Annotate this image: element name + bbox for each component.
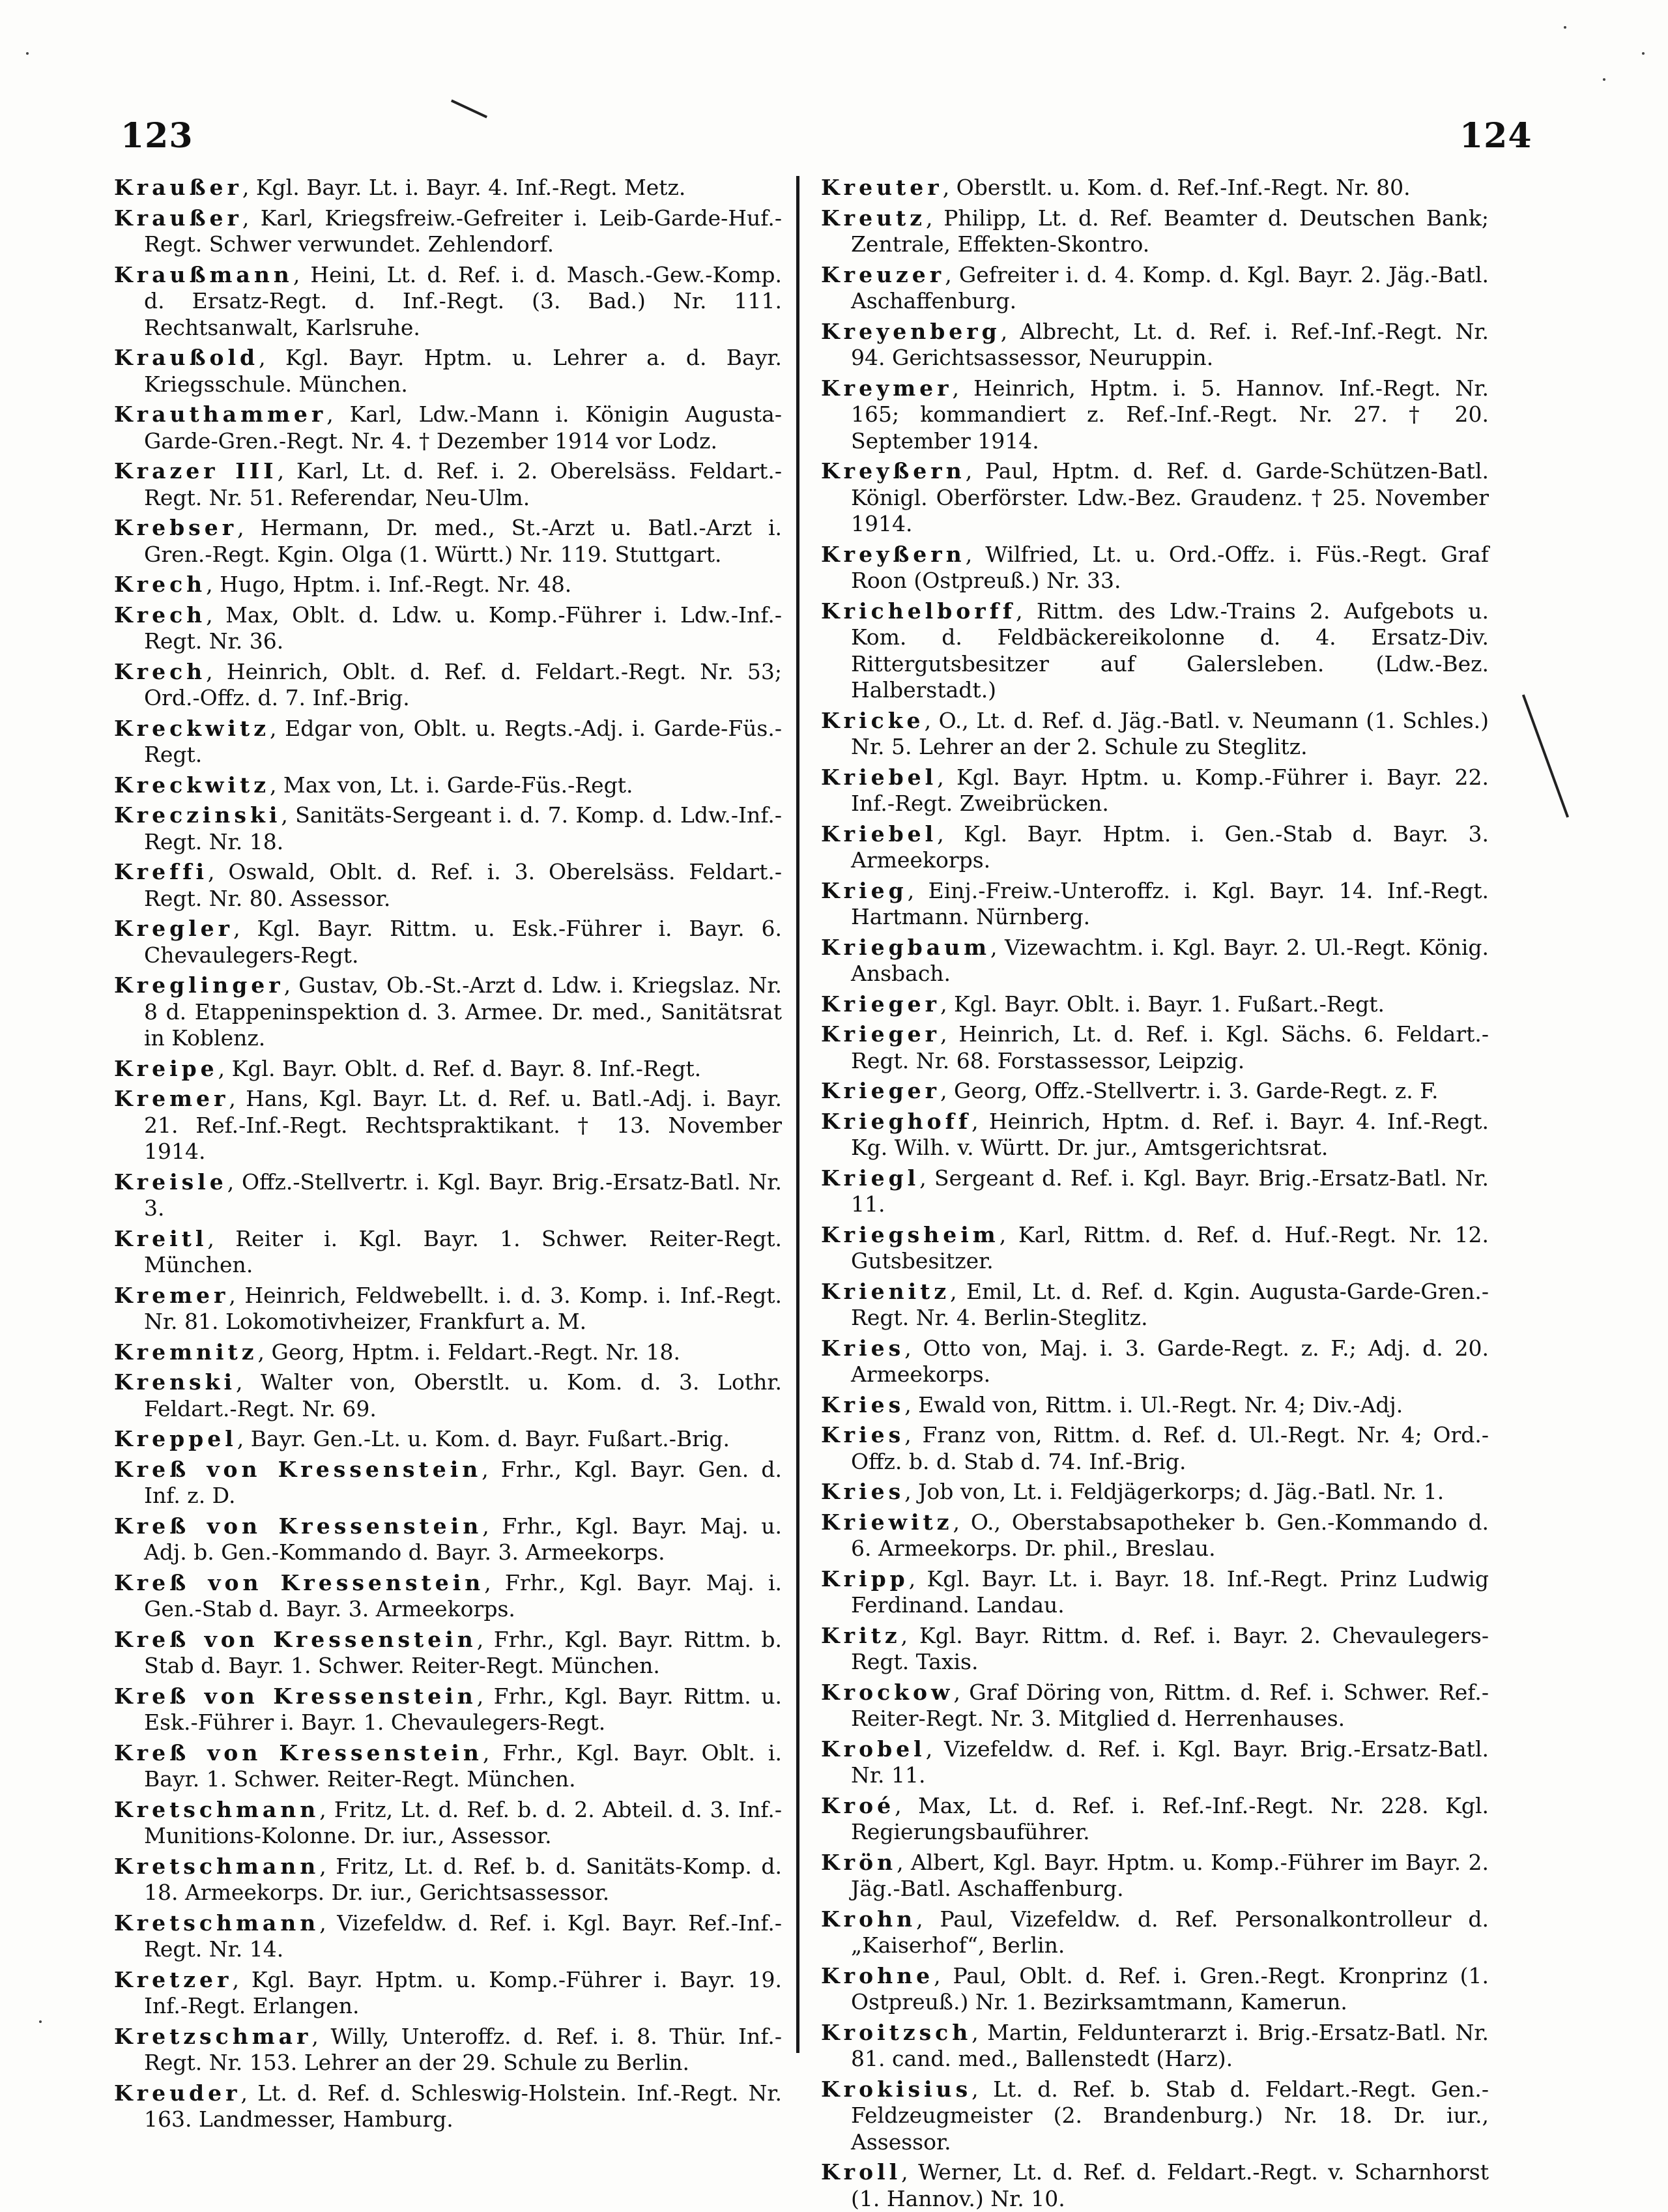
entry-surname: Krech [114, 572, 207, 597]
entry-details: , Albert, Kgl. Bayr. Hptm. u. Komp.-Führer im Bayr. 2. Jäg.-Batl. Aschaffenburg. [851, 1849, 1489, 1901]
right-column-entry [821, 1793, 1489, 1846]
right-column-entry [821, 2076, 1489, 2156]
entry-surname: Kreutz [821, 205, 927, 231]
right-column-entry [821, 1422, 1489, 1475]
entry-details: , Karl, Kriegsfreiw.-Gefreiter i. Leib-Garde-Huf.-Regt. Schwer verwundet. Zehlendorf. [144, 205, 782, 257]
entry-details: , Kgl. Bayr. Lt. i. Bayr. 18. Inf.-Regt. Prinz Ludwig Ferdinand. Landau. [851, 1565, 1489, 1618]
right-column-entry [821, 1963, 1489, 2016]
left-column-entry [114, 602, 782, 655]
left-column-entry [114, 916, 782, 968]
entry-surname: Kreß von Kressenstein [114, 1739, 483, 1766]
entry-surname: Kretschmann [114, 1910, 320, 1936]
entry-details: , Oberstlt. u. Kom. d. Ref.-Inf.-Regt. Nr. 80. [942, 175, 1411, 200]
scan-speck [1642, 52, 1645, 55]
entry-surname: Kregler [114, 916, 234, 941]
entry-surname: Kreitl [114, 1225, 208, 1251]
entry-surname: Kretschmann [114, 1853, 320, 1879]
entry-surname: Kreczinski [114, 802, 281, 828]
entry-surname: Krieger [821, 1021, 941, 1047]
entry-surname: Krokisius [821, 2076, 972, 2102]
entry-surname: Kraußer [114, 175, 242, 200]
entry-surname: Kriegbaum [821, 934, 991, 960]
entry-details: , Bayr. Gen.-Lt. u. Kom. d. Bayr. Fußart.-Brig. [237, 1426, 730, 1451]
entry-details: , Kgl. Bayr. Hptm. u. Lehrer a. d. Bayr. Kriegsschule. München. [144, 345, 782, 397]
entry-details: , Kgl. Bayr. Hptm. i. Gen.-Stab d. Bayr. 3. Armeekorps. [851, 821, 1489, 873]
entry-details: , Wilfried, Lt. u. Ord.-Offz. i. Füs.-Regt. Graf Roon (Ostpreuß.) Nr. 33. [851, 541, 1489, 593]
entry-details: , Heinrich, Lt. d. Ref. i. Kgl. Sächs. 6. Feldart.-Regt. Nr. 68. Forstassessor, Leipzig. [851, 1021, 1489, 1073]
entry-surname: Kremer [114, 1282, 229, 1308]
entry-details: , Heinrich, Feldwebellt. i. d. 3. Komp. i. Inf.-Regt. Nr. 81. Lokomotivheizer, Frankfurt a. M. [144, 1282, 782, 1334]
entry-surname: Kreyßern [821, 458, 966, 484]
entry-surname: Kreymer [821, 375, 953, 401]
entry-surname: Kricke [821, 707, 925, 733]
right-column-entry [821, 2159, 1489, 2212]
entry-details: , Frhr., Kgl. Bayr. Rittm. b. Stab d. Bayr. 1. Schwer. Reiter-Regt. München. [144, 1626, 782, 1678]
entry-details: , Emil, Lt. d. Ref. d. Kgin. Augusta-Garde-Gren.-Regt. Nr. 4. Berlin-Steglitz. [851, 1278, 1489, 1330]
entry-surname: Krieg [821, 877, 908, 903]
entry-surname: Kretzschmar [114, 2023, 312, 2049]
entry-details: , Graf Döring von, Rittm. d. Ref. i. Schwer. Ref.-Reiter-Regt. Nr. 3. Mitglied d. Herrenhauses. [851, 1679, 1489, 1731]
scan-speck [1564, 26, 1566, 29]
entry-details: , Gustav, Ob.-St.-Arzt d. Ldw. i. Kriegslaz. Nr. 8 d. Etappeninspektion d. 3. Armee. Dr. med., Sanitätsrat in Koblenz. [144, 972, 782, 1051]
right-column-entry [821, 708, 1489, 761]
right-column-entry [821, 1736, 1489, 1789]
entry-surname: Kreipe [114, 1055, 218, 1081]
entry-details: , Kgl. Bayr. Oblt. d. Ref. d. Bayr. 8. Inf.-Regt. [218, 1055, 702, 1081]
right-column-entry [821, 1222, 1489, 1275]
entry-surname: Krieghoff [821, 1108, 972, 1134]
left-column-entry [114, 205, 782, 258]
right-column-entry [821, 878, 1489, 931]
right-column-entry [821, 1680, 1489, 1732]
entry-surname: Krieger [821, 991, 941, 1017]
entry-details: , Gefreiter i. d. 4. Komp. d. Kgl. Bayr. 2. Jäg.-Batl. Aschaffenburg. [851, 261, 1489, 313]
entry-surname: Kriewitz [821, 1509, 953, 1535]
left-column-entry [114, 1967, 782, 2020]
left-column-entry [114, 1740, 782, 1793]
right-column-entry [821, 764, 1489, 817]
entry-details: , Vizewachtm. i. Kgl. Bayr. 2. Ul.-Regt. König. Ansbach. [851, 934, 1489, 986]
entry-surname: Kremnitz [114, 1339, 258, 1365]
column-divider [796, 176, 799, 2053]
entry-surname: Kriegsheim [821, 1221, 999, 1247]
right-column-entry [821, 935, 1489, 987]
left-page-number: 123 [121, 116, 194, 156]
entry-details: , Vizefeldw. d. Ref. i. Kgl. Bayr. Ref.-Inf.-Regt. Nr. 14. [144, 1910, 782, 1962]
entry-surname: Krebser [114, 515, 238, 540]
entry-surname: Krichelborff [821, 598, 1016, 624]
entry-details: , Paul, Hptm. d. Ref. d. Garde-Schützen-Batl. Königl. Oberförster. Ldw.-Bez. Graudenz. † 25. November 1914. [851, 458, 1489, 536]
entry-surname: Krobel [821, 1736, 926, 1762]
right-column-entry [821, 991, 1489, 1018]
entry-details: , Lt. d. Ref. d. Schleswig-Holstein. Inf.-Regt. Nr. 163. Landmesser, Hamburg. [144, 2080, 782, 2132]
entry-surname: Kritz [821, 1622, 901, 1648]
entry-details: , Max von, Lt. i. Garde-Füs.-Regt. [269, 772, 633, 798]
entry-surname: Kretzer [114, 1966, 233, 1992]
entry-surname: Krön [821, 1849, 897, 1875]
entry-details: , Kgl. Bayr. Hptm. u. Komp.-Führer i. Bayr. 22. Inf.-Regt. Zweibrücken. [851, 764, 1489, 816]
right-column-entry [821, 1479, 1489, 1506]
left-column-entry [114, 1169, 782, 1222]
entry-details: , Franz von, Rittm. d. Ref. d. Ul.-Regt. Nr. 4; Ord.-Offz. b. d. Stab d. 74. Inf.-Brig. [851, 1422, 1489, 1474]
entry-surname: Krohn [821, 1906, 917, 1932]
entry-surname: Krieger [821, 1078, 941, 1103]
entry-surname: Krohne [821, 1962, 934, 1988]
entry-details: , Hans, Kgl. Bayr. Lt. d. Ref. u. Batl.-Adj. i. Bayr. 21. Ref.-Inf.-Regt. Rechtspraktikant. † 13. November 1914. [144, 1086, 782, 1164]
entry-surname: Kremer [114, 1086, 229, 1111]
left-column-entry [114, 345, 782, 398]
entry-surname: Kroitzsch [821, 2019, 972, 2045]
entry-surname: Kries [821, 1335, 905, 1361]
left-column-entry [114, 2024, 782, 2076]
entry-details: , O., Oberstabsapotheker b. Gen.-Kommando d. 6. Armeekorps. Dr. phil., Breslau. [851, 1509, 1489, 1561]
entry-surname: Kreuter [821, 175, 943, 200]
entry-details: , Karl, Ldw.-Mann i. Königin Augusta-Garde-Gren.-Regt. Nr. 4. † Dezember 1914 vor Lodz. [144, 401, 782, 454]
entry-surname: Kries [821, 1479, 905, 1504]
right-column-entry [821, 821, 1489, 874]
right-column-entry [821, 1335, 1489, 1388]
entry-details: , Kgl. Bayr. Rittm. d. Ref. i. Bayr. 2. Chevaulegers-Regt. Taxis. [851, 1622, 1489, 1674]
right-column-entry [821, 1623, 1489, 1676]
right-page-number: 124 [1460, 116, 1532, 156]
entry-details: , Offz.-Stellvertr. i. Kgl. Bayr. Brig.-Ersatz-Batl. Nr. 3. [144, 1169, 782, 1221]
left-column-entry [114, 659, 782, 712]
entry-surname: Kreisle [114, 1169, 227, 1195]
entry-details: , Fritz, Lt. d. Ref. b. d. 2. Abteil. d. 3. Inf.-Munitions-Kolonne. Dr. iur., Assessor. [144, 1796, 782, 1848]
left-column-entry [114, 1797, 782, 1850]
left-column-entry [114, 1283, 782, 1335]
left-column-entry [114, 716, 782, 768]
entry-details: , Frhr., Kgl. Bayr. Rittm. u. Esk.-Führer i. Bayr. 1. Chevaulegers-Regt. [144, 1683, 782, 1735]
right-column-entry [821, 205, 1489, 258]
entry-details: , Philipp, Lt. d. Ref. Beamter d. Deutschen Bank; Zentrale, Effekten-Skontro. [851, 205, 1489, 257]
entry-surname: Krech [114, 602, 207, 628]
entry-surname: Kriebel [821, 764, 938, 790]
entry-surname: Kries [821, 1391, 905, 1418]
entry-details: , Karl, Lt. d. Ref. i. 2. Oberelsäss. Feldart.-Regt. Nr. 51. Referendar, Neu-Ulm. [144, 458, 783, 510]
entry-surname: Kraußold [114, 345, 259, 370]
right-column-entry [821, 1509, 1489, 1562]
right-column-entry [821, 2020, 1489, 2073]
scan-speck [26, 52, 29, 55]
entry-details: , Werner, Lt. d. Ref. d. Feldart.-Regt. v. Scharnhorst (1. Hannov.) Nr. 10. [851, 2159, 1489, 2211]
right-column-entry [821, 262, 1489, 315]
entry-surname: Krazer III [114, 458, 278, 484]
scan-speck [39, 2020, 42, 2023]
left-column-entry [114, 175, 782, 201]
entry-details: , Heini, Lt. d. Ref. i. d. Masch.-Gew.-Komp. d. Ersatz-Regt. d. Inf.-Regt. (3. Bad.) Nr. 111. Rechtsanwalt, Karlsruhe. [144, 261, 782, 340]
entry-details: , Heinrich, Oblt. d. Ref. d. Feldart.-Regt. Nr. 53; Ord.-Offz. d. 7. Inf.-Brig. [144, 658, 782, 710]
right-column-entry [821, 1566, 1489, 1619]
entry-details: , Vizefeldw. d. Ref. i. Kgl. Bayr. Brig.-Ersatz-Batl. Nr. 11. [851, 1736, 1489, 1788]
right-column-entry [821, 175, 1489, 201]
entry-details: , Lt. d. Ref. b. Stab d. Feldart.-Regt. Gen.-Feldzeugmeister (2. Brandenburg.) Nr. 18. Dr. iur., Assessor. [851, 2076, 1489, 2155]
entry-details: , Ewald von, Rittm. i. Ul.-Regt. Nr. 4; Div.-Adj. [904, 1391, 1403, 1418]
entry-surname: Kreyenberg [821, 318, 1001, 344]
entry-details: , Frhr., Kgl. Bayr. Gen. d. Inf. z. D. [144, 1456, 782, 1508]
entry-details: , Max, Oblt. d. Ldw. u. Komp.-Führer i. Ldw.-Inf.-Regt. Nr. 36. [144, 602, 782, 654]
entry-details: , Heinrich, Hptm. i. 5. Hannov. Inf.-Regt. Nr. 165; kommandiert z. Ref.-Inf.-Regt. Nr. 27. † 20. September 1914. [851, 375, 1489, 454]
entry-surname: Kreuder [114, 2080, 241, 2106]
right-column-entry [821, 1109, 1489, 1161]
right-column-entry [821, 319, 1489, 371]
left-column-entry [114, 859, 782, 912]
entry-details: , Georg, Offz.-Stellvertr. i. 3. Garde-Regt. z. F. [940, 1078, 1439, 1103]
entry-surname: Kreppel [114, 1426, 237, 1451]
pencil-mark [1522, 694, 1569, 817]
entry-details: , Job von, Lt. i. Feldjägerkorps; d. Jäg.-Batl. Nr. 1. [904, 1479, 1445, 1504]
left-column-entry [114, 572, 782, 598]
right-column-entry [821, 598, 1489, 704]
entry-surname: Kreckwitz [114, 772, 270, 798]
left-column-entry [114, 1457, 782, 1509]
left-column-entry [114, 458, 782, 511]
left-column-entry [114, 1056, 782, 1083]
left-column-entry [114, 1910, 782, 1963]
right-column-entry [821, 1850, 1489, 1902]
left-column-entry [114, 401, 782, 454]
entry-surname: Kreß von Kressenstein [114, 1513, 483, 1539]
left-column-entry [114, 802, 782, 855]
entry-surname: Kreß von Kressenstein [114, 1569, 485, 1595]
entry-details: , Hugo, Hptm. i. Inf.-Regt. Nr. 48. [206, 572, 572, 597]
right-column-entry [821, 375, 1489, 455]
pencil-mark [451, 100, 487, 119]
entry-details: , Kgl. Bayr. Lt. i. Bayr. 4. Inf.-Regt. Metz. [242, 175, 686, 200]
entry-details: , Einj.-Freiw.-Unteroffz. i. Kgl. Bayr. 14. Inf.-Regt. Hartmann. Nürnberg. [851, 877, 1489, 929]
right-column-entry [821, 1279, 1489, 1332]
entry-details: , Kgl. Bayr. Hptm. u. Komp.-Führer i. Bayr. 19. Inf.-Regt. Erlangen. [144, 1966, 782, 2018]
entry-details: , Rittm. des Ldw.-Trains 2. Aufgebots u. Kom. d. Feldbäckereikolonne d. 4. Ersatz-Div. Rittergutsbesitzer auf Galersleben. (Ldw.-Bez. Halberstadt.) [851, 598, 1489, 703]
left-column-entry [114, 1339, 782, 1366]
entry-details: , Otto von, Maj. i. 3. Garde-Regt. z. F.; Adj. d. 20. Armeekorps. [851, 1335, 1489, 1387]
right-column-entry [821, 1165, 1489, 1218]
entry-surname: Kraußer [114, 205, 242, 231]
entry-surname: Kreß von Kressenstein [114, 1626, 477, 1652]
entry-details: , Karl, Rittm. d. Ref. d. Huf.-Regt. Nr. 12. Gutsbesitzer. [851, 1221, 1489, 1273]
right-column-entry [821, 1906, 1489, 1959]
entry-surname: Kreß von Kressenstein [114, 1456, 482, 1482]
entry-details: , Paul, Vizefeldw. d. Ref. Personalkontrolleur d. „Kaiserhof“, Berlin. [851, 1906, 1489, 1958]
entry-details: , Georg, Hptm. i. Feldart.-Regt. Nr. 18. [257, 1339, 680, 1365]
left-column-entry [114, 1369, 782, 1422]
entry-surname: Krienitz [821, 1278, 951, 1304]
entry-surname: Kreffi [114, 859, 208, 884]
entry-details: , Paul, Oblt. d. Ref. i. Gren.-Regt. Kronprinz (1. Ostpreuß.) Nr. 1. Bezirksamtmann, Kamerun. [851, 1962, 1489, 2015]
entry-surname: Kreyßern [821, 541, 966, 567]
left-column-entry [114, 515, 782, 568]
entry-surname: Kries [821, 1422, 905, 1448]
left-column-entry [114, 262, 782, 342]
entry-details: , Kgl. Bayr. Oblt. i. Bayr. 1. Fußart.-Regt. [940, 991, 1385, 1017]
entry-details: , Frhr., Kgl. Bayr. Oblt. i. Bayr. 1. Schwer. Reiter-Regt. München. [144, 1739, 782, 1792]
entry-surname: Kreglinger [114, 972, 284, 998]
right-column-entry [821, 1078, 1489, 1105]
entry-details: , Sergeant d. Ref. i. Kgl. Bayr. Brig.-Ersatz-Batl. Nr. 11. [851, 1165, 1489, 1217]
entry-surname: Kriebel [821, 821, 938, 847]
left-column-entry [114, 1226, 782, 1279]
entry-details: , Heinrich, Hptm. d. Ref. i. Bayr. 4. Inf.-Regt. Kg. Wilh. v. Württ. Dr. jur., Amtsgerichtsrat. [851, 1108, 1489, 1160]
right-column-entry [821, 1021, 1489, 1074]
left-column-entry [114, 1570, 782, 1623]
entry-surname: Kraußmann [114, 261, 293, 287]
entry-surname: Krauthammer [114, 401, 327, 427]
entry-details: , O., Lt. d. Ref. d. Jäg.-Batl. v. Neumann (1. Schles.) Nr. 5. Lehrer an der 2. Schule zu Steglitz. [851, 707, 1489, 759]
left-column-entry [114, 1627, 782, 1680]
entry-surname: Kreckwitz [114, 715, 270, 741]
entry-details: , Max, Lt. d. Ref. i. Ref.-Inf.-Regt. Nr. 228. Kgl. Regierungsbauführer. [851, 1792, 1489, 1844]
scan-speck [1603, 78, 1605, 81]
left-column-entry [114, 1854, 782, 1906]
entry-details: , Walter von, Oberstlt. u. Kom. d. 3. Lothr. Feldart.-Regt. Nr. 69. [144, 1369, 782, 1421]
entry-details: , Willy, Unteroffz. d. Ref. i. 8. Thür. Inf.-Regt. Nr. 153. Lehrer an der 29. Schule zu Berlin. [144, 2023, 782, 2075]
left-column-entry [114, 2080, 782, 2133]
left-column-entry [114, 1683, 782, 1736]
entry-details: , Oswald, Oblt. d. Ref. i. 3. Oberelsäss. Feldart.-Regt. Nr. 80. Assessor. [144, 859, 782, 911]
left-column-entry [114, 1086, 782, 1165]
entry-details: , Martin, Feldunterarzt i. Brig.-Ersatz-Batl. Nr. 81. cand. med., Ballenstedt (Harz). [851, 2019, 1489, 2071]
entry-details: , Fritz, Lt. d. Ref. b. d. Sanitäts-Komp. d. 18. Armeekorps. Dr. iur., Gerichtsassessor. [144, 1853, 782, 1905]
entry-surname: Kroll [821, 2159, 902, 2185]
entry-surname: Kriegl [821, 1165, 920, 1191]
entry-details: , Sanitäts-Sergeant i. d. 7. Komp. d. Ldw.-Inf.-Regt. Nr. 18. [144, 802, 782, 854]
right-column-entry [821, 542, 1489, 594]
entry-surname: Kreuzer [821, 261, 945, 287]
entry-surname: Kroé [821, 1792, 895, 1818]
entry-details: , Frhr., Kgl. Bayr. Maj. i. Gen.-Stab d. Bayr. 3. Armeekorps. [144, 1569, 782, 1622]
entry-details: , Frhr., Kgl. Bayr. Maj. u. Adj. b. Gen.-Kommando d. Bayr. 3. Armeekorps. [144, 1513, 782, 1565]
entry-surname: Kreß von Kressenstein [114, 1683, 477, 1709]
left-column-entry [114, 1513, 782, 1566]
entry-surname: Krockow [821, 1679, 954, 1705]
entry-details: , Kgl. Bayr. Rittm. u. Esk.-Führer i. Bayr. 6. Chevaulegers-Regt. [144, 916, 782, 968]
left-column [114, 175, 783, 2132]
entry-surname: Krech [114, 658, 207, 684]
entry-details: , Edgar von, Oblt. u. Regts.-Adj. i. Garde-Füs.-Regt. [144, 715, 782, 767]
right-column-entry [821, 458, 1489, 538]
entry-details: , Reiter i. Kgl. Bayr. 1. Schwer. Reiter-Regt. München. [144, 1225, 782, 1277]
left-column-entry [114, 1426, 782, 1453]
entry-details: , Albrecht, Lt. d. Ref. i. Ref.-Inf.-Regt. Nr. 94. Gerichtsassessor, Neuruppin. [851, 318, 1489, 370]
entry-surname: Kripp [821, 1565, 909, 1592]
left-column-entry [114, 972, 782, 1052]
entry-surname: Kretschmann [114, 1796, 320, 1822]
right-column [821, 175, 1489, 2211]
entry-details: , Hermann, Dr. med., St.-Arzt u. Batl.-Arzt i. Gren.-Regt. Kgin. Olga (1. Württ.) Nr. 119. Stuttgart. [144, 515, 782, 567]
entry-surname: Krenski [114, 1369, 237, 1395]
right-column-entry [821, 1392, 1489, 1419]
left-column-entry [114, 772, 782, 799]
